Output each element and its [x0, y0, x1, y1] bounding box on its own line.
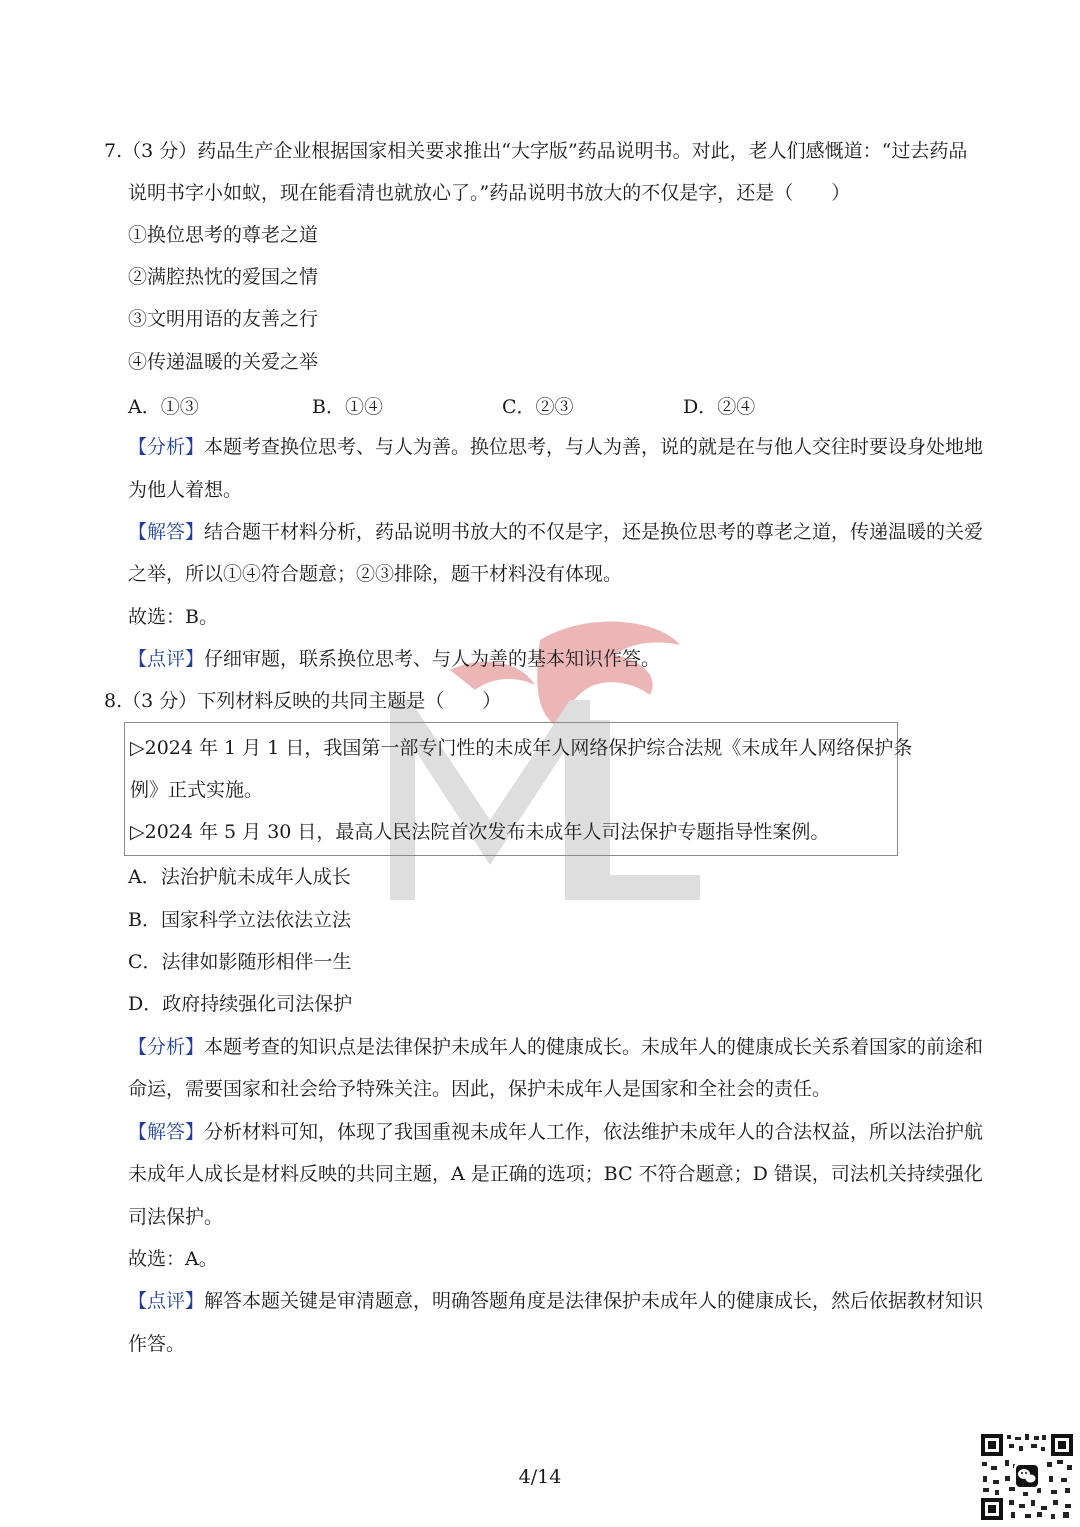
answer-text: 结合题干材料分析，药品说明书放大的不仅是字，还是换位思考的尊老之道，传递温暖的关爱 — [204, 521, 984, 543]
q7-option-a: A．①③ — [128, 396, 199, 418]
analysis-text: 本题考查换位思考、与人为善。换位思考，与人为善，说的就是在与他人交往时要设身处地地 — [204, 436, 984, 458]
q7-analysis — [128, 435, 983, 459]
q8-analysis-line2: 命运，需要国家和社会给予特殊关注。因此，保护未成年人是国家和全社会的责任。 — [128, 1078, 832, 1100]
q8-option-b: B．国家科学立法依法立法 — [128, 909, 351, 931]
q7-choice: 故选：B。 — [128, 606, 218, 628]
q8-answer-line2: 未成年人成长是材料反映的共同主题，A 是正确的选项；BC 不符合题意；D 错误，司法机关持续强化 — [128, 1163, 983, 1185]
answer-text: 分析材料可知，体现了我国重视未成年人工作，依法维护未成年人的合法权益，所以法治护航 — [204, 1121, 984, 1143]
q8-option-a: A．法治护航未成年人成长 — [128, 866, 351, 888]
q8-comment-line2: 作答。 — [128, 1333, 186, 1355]
q7-options — [128, 392, 908, 418]
q8-material-line3: ▷2024 年 5 月 30 日，最高人民法院首次发布未成年人司法保护专题指导性案例。 — [130, 821, 830, 843]
comment-text: 仔细审题，联系换位思考、与人为善的基本知识作答。 — [204, 648, 661, 670]
q7-item-2: ②满腔热忱的爱国之情 — [128, 266, 319, 288]
q8-analysis — [128, 1035, 983, 1059]
q7-item-3: ③文明用语的友善之行 — [128, 308, 319, 330]
q8-material-line1: ▷2024 年 1 月 1 日，我国第一部专门性的未成年人网络保护综合法规《未成年人网络保护条 — [130, 737, 913, 759]
q7-stem-line2: 说明书字小如蚁，现在能看清也就放心了。”药品说明书放大的不仅是字，还是（ ） — [128, 182, 851, 204]
q8-comment — [128, 1289, 983, 1313]
comment-tag: 【点评】 — [128, 1290, 205, 1312]
q8-answer-line3: 司法保护。 — [128, 1206, 224, 1228]
answer-tag: 【解答】 — [128, 1121, 205, 1143]
q7-stem-line1: 7.（3 分）药品生产企业根据国家相关要求推出“大字版”药品说明书。对此，老人们感慨道：“过去药品 — [104, 140, 968, 162]
q7-item-4: ④传递温暖的关爱之举 — [128, 351, 319, 373]
q7-comment — [128, 647, 660, 671]
q8-option-c: C．法律如影随形相伴一生 — [128, 951, 352, 973]
q7-answer — [128, 520, 983, 544]
q8-option-d: D．政府持续强化司法保护 — [128, 993, 353, 1015]
analysis-text: 本题考查的知识点是法律保护未成年人的健康成长。未成年人的健康成长关系着国家的前途和 — [204, 1036, 984, 1058]
comment-tag: 【点评】 — [128, 648, 205, 670]
wechat-qr-code — [979, 1432, 1075, 1522]
q8-answer — [128, 1120, 983, 1144]
answer-tag: 【解答】 — [128, 521, 205, 543]
q7-option-c: C．②③ — [502, 396, 574, 418]
q7-option-b: B．①④ — [312, 396, 383, 418]
comment-text: 解答本题关键是审清题意，明确答题角度是法律保护未成年人的健康成长，然后依据教材知识 — [204, 1290, 984, 1312]
page-number: 4/14 — [518, 1466, 562, 1488]
q8-stem-line1: 8.（3 分）下列材料反映的共同主题是（ ） — [104, 690, 502, 712]
analysis-tag: 【分析】 — [128, 1036, 205, 1058]
analysis-tag: 【分析】 — [128, 436, 205, 458]
q7-analysis-line2: 为他人着想。 — [128, 479, 243, 501]
q8-material-line2: 例》正式实施。 — [130, 779, 264, 801]
q7-item-1: ①换位思考的尊老之道 — [128, 224, 319, 246]
q7-option-d: D．②④ — [683, 396, 756, 418]
q8-choice: 故选：A。 — [128, 1248, 218, 1270]
q7-answer-line2: 之举，所以①④符合题意；②③排除，题干材料没有体现。 — [128, 563, 623, 585]
